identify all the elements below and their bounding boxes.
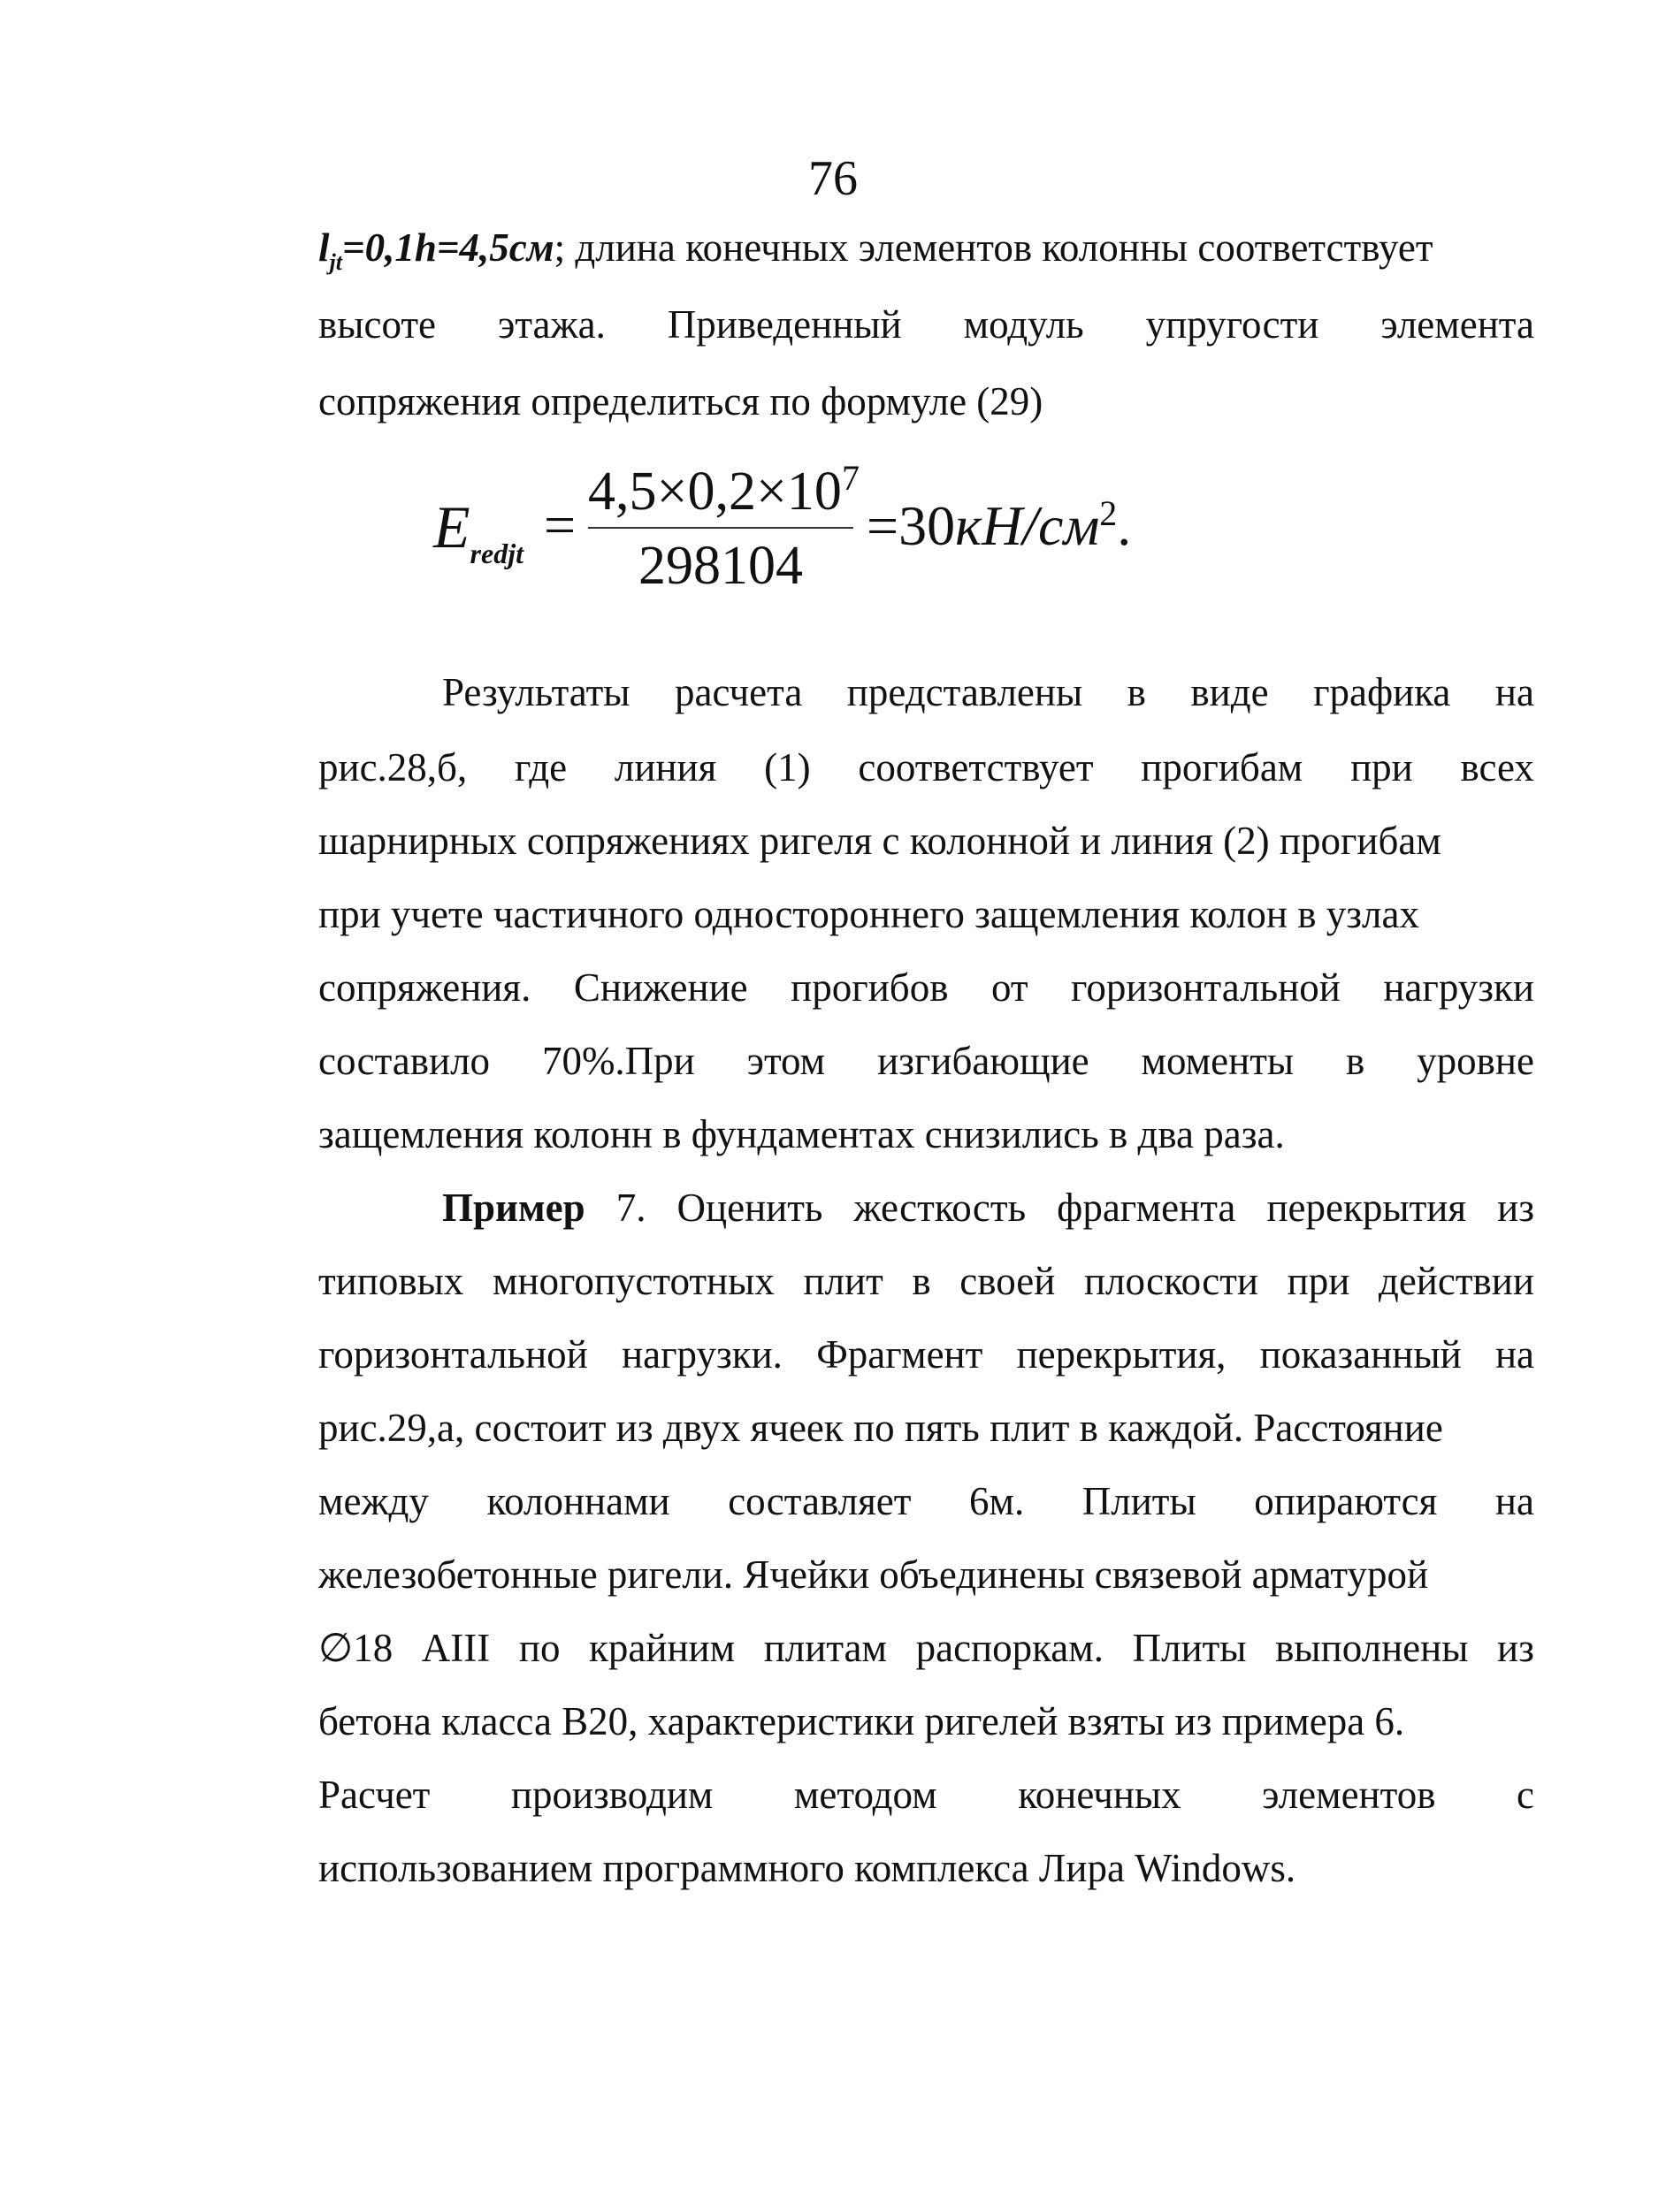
word: при <box>1287 1259 1350 1303</box>
word: из <box>1497 1186 1534 1230</box>
word: (1) <box>764 745 811 789</box>
word: горизонтальной <box>318 1332 588 1377</box>
results-line-2 <box>318 741 1534 794</box>
word: на <box>1494 670 1534 714</box>
word: перекрытия <box>1266 1186 1467 1230</box>
word: Плиты <box>1132 1626 1247 1670</box>
formula-lhs: $E_{redjt}$ <box>433 493 523 569</box>
results-line-1 <box>442 666 1534 719</box>
word: где <box>515 745 568 789</box>
intro-line-1-text: ; длина конечных элементов колонны соответствует <box>554 225 1433 270</box>
word: Оценить <box>676 1186 823 1230</box>
fraction-bar <box>588 527 853 529</box>
word: перекрытия, <box>1016 1332 1227 1377</box>
word: методом <box>793 1773 937 1817</box>
word: фрагмента <box>1057 1186 1236 1230</box>
word: в <box>912 1259 931 1303</box>
example-label: Пример <box>442 1186 585 1230</box>
word: этажа. <box>498 302 606 347</box>
example-line-4: рис.29,а, состоит из двух ячеек по пять плит в каждой. Расстояние <box>318 1406 1443 1450</box>
example-line-9 <box>318 1768 1534 1821</box>
word: виде <box>1190 670 1269 714</box>
word: в <box>1127 670 1146 714</box>
word: на <box>1494 1332 1534 1377</box>
word: расчета <box>674 670 803 714</box>
example-line-6: железобетонные ригели. Ячейки объединены связевой арматурой <box>318 1552 1429 1597</box>
formula-equals: = <box>544 493 577 556</box>
word: 6м. <box>968 1479 1025 1523</box>
word: распоркам. <box>915 1626 1104 1670</box>
page-number: 76 <box>808 151 858 206</box>
formula-fraction <box>588 446 860 598</box>
word: с <box>1516 1773 1534 1817</box>
intro-line-3: сопряжения определиться по формуле (29) <box>318 379 1043 423</box>
example-line-2 <box>318 1255 1534 1308</box>
word: модуль <box>963 302 1084 347</box>
results-line-4: при учете частичного одностороннего защемления колон в узлах <box>318 892 1419 936</box>
word: на <box>1494 1479 1534 1523</box>
results-line-3: шарнирных сопряжениях ригеля с колонной и линия (2) прогибам <box>318 819 1441 863</box>
lengths-formula: =0,1h=4,5см <box>341 225 554 270</box>
word: упругости <box>1145 302 1319 347</box>
word: конечных <box>1018 1773 1181 1817</box>
word: прогибам <box>1141 745 1303 789</box>
word: при <box>1350 745 1413 789</box>
word: Плиты <box>1081 1479 1196 1523</box>
word: нагрузки. <box>622 1332 783 1377</box>
formula-rhs: $=30кН/см^2$. <box>867 493 1132 557</box>
word: горизонтальной <box>1071 965 1341 1010</box>
formula-rhs-value: 30 <box>898 494 956 557</box>
word: опираются <box>1254 1479 1438 1523</box>
word: Приведенный <box>667 302 902 347</box>
word: нагрузки <box>1383 965 1534 1010</box>
word: своей <box>959 1259 1056 1303</box>
word: Снижение <box>573 965 748 1010</box>
word: плит <box>803 1259 883 1303</box>
word: АIII <box>421 1626 491 1670</box>
formula-rhs-exponent: 2 <box>1099 493 1118 533</box>
word: прогибов <box>791 965 949 1010</box>
word: жесткость <box>853 1186 1027 1230</box>
word: составило <box>318 1039 491 1083</box>
lengths-symbol: l <box>318 225 330 270</box>
formula-lhs-subscript: redjt <box>470 538 523 569</box>
word: действии <box>1378 1259 1534 1303</box>
word: рис.28,б, <box>318 745 468 789</box>
results-last-line: защемления колонн в фундаментах снизились в два раза. <box>318 1112 1285 1156</box>
word: плоскости <box>1083 1259 1258 1303</box>
word: всех <box>1460 745 1534 789</box>
word: изгибающие <box>877 1039 1089 1083</box>
word: высоте <box>318 302 437 347</box>
word: ∅18 <box>318 1626 394 1670</box>
word: линия <box>614 745 717 789</box>
word: Результаты <box>442 670 630 714</box>
intro-line-2 <box>318 298 1534 351</box>
word: элементов <box>1262 1773 1436 1817</box>
results-line-6 <box>318 1034 1534 1087</box>
word: уровне <box>1417 1039 1534 1083</box>
modulus-formula <box>433 446 1229 597</box>
word: производим <box>510 1773 714 1817</box>
formula-numerator: $4,5\times 0,2\times 10^7$ <box>588 458 860 522</box>
word: соответствует <box>858 745 1094 789</box>
word: Фрагмент <box>816 1332 983 1377</box>
word: колоннами <box>486 1479 670 1523</box>
example-line-7 <box>318 1621 1534 1674</box>
formula-denominator: 298104 <box>638 536 803 596</box>
example-line-3 <box>318 1328 1534 1381</box>
example-line-1 <box>442 1181 1534 1234</box>
formula-numerator-exponent: 7 <box>841 458 860 498</box>
word: этом <box>746 1039 826 1083</box>
word: крайним <box>589 1626 736 1670</box>
word: из <box>1497 1626 1534 1670</box>
word: сопряжения. <box>318 965 531 1010</box>
word: плитам <box>763 1626 887 1670</box>
word: в <box>1346 1039 1365 1083</box>
formula-rhs-unit: кН/см <box>955 494 1100 557</box>
example-line-5 <box>318 1475 1534 1528</box>
word: моменты <box>1141 1039 1295 1083</box>
results-line-5 <box>318 961 1534 1014</box>
word: многопустотных <box>492 1259 775 1303</box>
word: 7. <box>615 1186 646 1230</box>
word: 70%.При <box>541 1039 695 1083</box>
word: типовых <box>318 1259 464 1303</box>
word: выполнены <box>1275 1626 1469 1670</box>
example-line-8: бетона класса В20, характеристики ригелей взяты из примера 6. <box>318 1699 1405 1743</box>
word: графика <box>1313 670 1451 714</box>
word: составляет <box>728 1479 912 1523</box>
example-last-line: использованием программного комплекса Лира Windows. <box>318 1846 1296 1890</box>
word: представлены <box>846 670 1083 714</box>
word: элемента <box>1380 302 1534 347</box>
word: показанный <box>1259 1332 1462 1377</box>
intro-line-1 <box>318 221 1534 289</box>
word: по <box>518 1626 561 1670</box>
word: от <box>990 965 1028 1010</box>
word: между <box>318 1479 429 1523</box>
word: Расчет <box>318 1773 431 1817</box>
lengths-subscript: jt <box>329 249 342 275</box>
